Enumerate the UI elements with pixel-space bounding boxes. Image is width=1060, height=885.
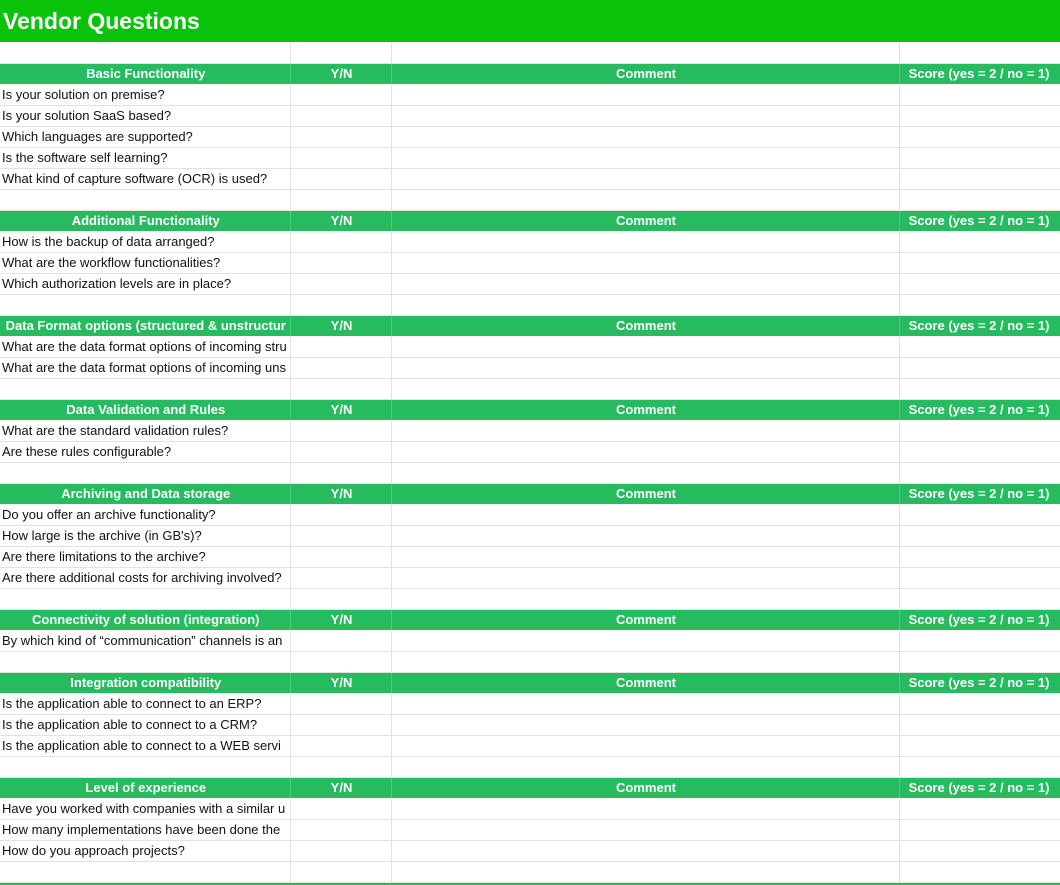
- comment-column-header: Comment: [391, 483, 899, 504]
- comment-cell[interactable]: [391, 546, 899, 567]
- comment-cell[interactable]: [391, 567, 899, 588]
- comment-cell[interactable]: [391, 105, 899, 126]
- comment-column-header: Comment: [391, 609, 899, 630]
- blank-row: [0, 378, 1060, 399]
- score-cell[interactable]: [899, 357, 1060, 378]
- comment-cell[interactable]: [391, 840, 899, 861]
- empty-cell[interactable]: [899, 294, 1060, 315]
- empty-cell[interactable]: [391, 861, 899, 882]
- question-cell[interactable]: Which languages are supported?: [0, 126, 290, 147]
- yn-answer-cell[interactable]: [290, 336, 391, 357]
- score-cell[interactable]: [899, 336, 1060, 357]
- sheet-title: Vendor Questions: [0, 0, 1060, 42]
- score-cell[interactable]: [899, 714, 1060, 735]
- yn-answer-cell[interactable]: [290, 168, 391, 189]
- empty-cell[interactable]: [0, 462, 290, 483]
- yn-answer-cell[interactable]: [290, 252, 391, 273]
- score-column-header: Score (yes = 2 / no = 1): [899, 672, 1060, 693]
- comment-cell[interactable]: [391, 693, 899, 714]
- comment-column-header: Comment: [391, 210, 899, 231]
- section-header-row: [0, 315, 1060, 336]
- score-cell[interactable]: [899, 735, 1060, 756]
- yn-answer-cell[interactable]: [290, 126, 391, 147]
- score-column-header: Score (yes = 2 / no = 1): [899, 777, 1060, 798]
- question-cell[interactable]: Do you offer an archive functionality?: [0, 504, 290, 525]
- yn-answer-cell[interactable]: [290, 714, 391, 735]
- empty-cell[interactable]: [899, 756, 1060, 777]
- empty-cell[interactable]: [391, 588, 899, 609]
- empty-cell[interactable]: [899, 189, 1060, 210]
- question-row: [0, 420, 1060, 441]
- yn-column-header: Y/N: [290, 672, 391, 693]
- question-row: [0, 840, 1060, 861]
- score-cell[interactable]: [899, 546, 1060, 567]
- score-cell[interactable]: [899, 147, 1060, 168]
- comment-cell[interactable]: [391, 525, 899, 546]
- comment-column-header: Comment: [391, 315, 899, 336]
- empty-cell[interactable]: [0, 42, 290, 63]
- empty-cell[interactable]: [0, 378, 290, 399]
- empty-cell[interactable]: [391, 462, 899, 483]
- empty-cell[interactable]: [290, 756, 391, 777]
- score-cell[interactable]: [899, 504, 1060, 525]
- score-cell[interactable]: [899, 168, 1060, 189]
- question-row: [0, 273, 1060, 294]
- empty-cell[interactable]: [899, 651, 1060, 672]
- score-cell[interactable]: [899, 126, 1060, 147]
- comment-cell[interactable]: [391, 168, 899, 189]
- score-column-header: Score (yes = 2 / no = 1): [899, 210, 1060, 231]
- question-row: [0, 567, 1060, 588]
- empty-cell[interactable]: [290, 42, 391, 63]
- empty-cell[interactable]: [899, 588, 1060, 609]
- empty-cell[interactable]: [290, 651, 391, 672]
- section-header-row: [0, 63, 1060, 84]
- comment-cell[interactable]: [391, 252, 899, 273]
- comment-cell[interactable]: [391, 819, 899, 840]
- question-cell[interactable]: Are these rules configurable?: [0, 441, 290, 462]
- score-cell[interactable]: [899, 84, 1060, 105]
- empty-cell[interactable]: [0, 651, 290, 672]
- question-row: [0, 819, 1060, 840]
- blank-row: [0, 42, 1060, 63]
- empty-cell[interactable]: [290, 588, 391, 609]
- question-row: [0, 336, 1060, 357]
- question-cell[interactable]: Is your solution SaaS based?: [0, 105, 290, 126]
- comment-cell[interactable]: [391, 504, 899, 525]
- question-row: [0, 546, 1060, 567]
- yn-answer-cell[interactable]: [290, 525, 391, 546]
- yn-answer-cell[interactable]: [290, 546, 391, 567]
- yn-answer-cell[interactable]: [290, 840, 391, 861]
- score-column-header: Score (yes = 2 / no = 1): [899, 63, 1060, 84]
- question-row: [0, 714, 1060, 735]
- yn-column-header: Y/N: [290, 210, 391, 231]
- question-row: [0, 231, 1060, 252]
- question-row: [0, 630, 1060, 651]
- question-row: [0, 735, 1060, 756]
- yn-answer-cell[interactable]: [290, 273, 391, 294]
- comment-cell[interactable]: [391, 273, 899, 294]
- empty-cell[interactable]: [290, 189, 391, 210]
- empty-cell[interactable]: [391, 42, 899, 63]
- comment-cell[interactable]: [391, 126, 899, 147]
- empty-cell[interactable]: [899, 462, 1060, 483]
- section-title: Level of experience: [0, 777, 290, 798]
- section-title: Basic Functionality: [0, 63, 290, 84]
- question-cell[interactable]: What are the data format options of incoming uns: [0, 357, 290, 378]
- yn-answer-cell[interactable]: [290, 504, 391, 525]
- yn-column-header: Y/N: [290, 483, 391, 504]
- section-header-row: [0, 609, 1060, 630]
- empty-cell[interactable]: [0, 294, 290, 315]
- yn-answer-cell[interactable]: [290, 630, 391, 651]
- empty-cell[interactable]: [0, 189, 290, 210]
- question-cell[interactable]: What kind of capture software (OCR) is used?: [0, 168, 290, 189]
- score-cell[interactable]: [899, 441, 1060, 462]
- blank-row: [0, 294, 1060, 315]
- score-cell[interactable]: [899, 231, 1060, 252]
- comment-cell[interactable]: [391, 630, 899, 651]
- comment-cell[interactable]: [391, 84, 899, 105]
- comment-cell[interactable]: [391, 714, 899, 735]
- yn-column-header: Y/N: [290, 399, 391, 420]
- question-cell[interactable]: What are the standard validation rules?: [0, 420, 290, 441]
- yn-column-header: Y/N: [290, 777, 391, 798]
- question-row: [0, 168, 1060, 189]
- comment-column-header: Comment: [391, 777, 899, 798]
- section-title: Data Validation and Rules: [0, 399, 290, 420]
- blank-row: [0, 462, 1060, 483]
- score-cell[interactable]: [899, 420, 1060, 441]
- empty-cell[interactable]: [290, 294, 391, 315]
- question-row: [0, 147, 1060, 168]
- question-row: [0, 693, 1060, 714]
- score-cell[interactable]: [899, 798, 1060, 819]
- question-row: [0, 798, 1060, 819]
- question-row: [0, 525, 1060, 546]
- empty-cell[interactable]: [391, 756, 899, 777]
- comment-column-header: Comment: [391, 399, 899, 420]
- section-title: Integration compatibility: [0, 672, 290, 693]
- empty-cell[interactable]: [290, 861, 391, 882]
- section-title: Archiving and Data storage: [0, 483, 290, 504]
- yn-answer-cell[interactable]: [290, 567, 391, 588]
- score-column-header: Score (yes = 2 / no = 1): [899, 483, 1060, 504]
- question-cell[interactable]: What are the workflow functionalities?: [0, 252, 290, 273]
- question-cell[interactable]: Is the application able to connect to an ERP?: [0, 693, 290, 714]
- question-row: [0, 84, 1060, 105]
- comment-cell[interactable]: [391, 231, 899, 252]
- comment-cell[interactable]: [391, 357, 899, 378]
- yn-column-header: Y/N: [290, 609, 391, 630]
- yn-answer-cell[interactable]: [290, 693, 391, 714]
- question-row: [0, 357, 1060, 378]
- yn-answer-cell[interactable]: [290, 735, 391, 756]
- score-cell[interactable]: [899, 840, 1060, 861]
- question-cell[interactable]: How large is the archive (in GB's)?: [0, 525, 290, 546]
- empty-cell[interactable]: [899, 378, 1060, 399]
- question-row: [0, 441, 1060, 462]
- score-cell[interactable]: [899, 252, 1060, 273]
- score-cell[interactable]: [899, 273, 1060, 294]
- section-header-row: [0, 399, 1060, 420]
- yn-answer-cell[interactable]: [290, 819, 391, 840]
- vendor-questions-table: [0, 42, 1060, 883]
- blank-row: [0, 588, 1060, 609]
- comment-cell[interactable]: [391, 147, 899, 168]
- yn-answer-cell[interactable]: [290, 105, 391, 126]
- blank-row: [0, 189, 1060, 210]
- question-cell[interactable]: Are there additional costs for archiving involved?: [0, 567, 290, 588]
- question-row: [0, 504, 1060, 525]
- empty-cell[interactable]: [290, 378, 391, 399]
- yn-answer-cell[interactable]: [290, 420, 391, 441]
- score-cell[interactable]: [899, 567, 1060, 588]
- bottom-border: [0, 883, 1060, 885]
- section-header-row: [0, 672, 1060, 693]
- question-cell[interactable]: Are there limitations to the archive?: [0, 546, 290, 567]
- yn-answer-cell[interactable]: [290, 798, 391, 819]
- blank-row: [0, 756, 1060, 777]
- score-cell[interactable]: [899, 105, 1060, 126]
- comment-cell[interactable]: [391, 735, 899, 756]
- question-row: [0, 252, 1060, 273]
- section-title: Data Format options (structured & unstructur: [0, 315, 290, 336]
- score-column-header: Score (yes = 2 / no = 1): [899, 399, 1060, 420]
- empty-cell[interactable]: [391, 651, 899, 672]
- question-cell[interactable]: Which authorization levels are in place?: [0, 273, 290, 294]
- section-title: Additional Functionality: [0, 210, 290, 231]
- question-cell[interactable]: How is the backup of data arranged?: [0, 231, 290, 252]
- yn-answer-cell[interactable]: [290, 231, 391, 252]
- comment-cell[interactable]: [391, 420, 899, 441]
- section-header-row: [0, 777, 1060, 798]
- comment-cell[interactable]: [391, 798, 899, 819]
- question-cell[interactable]: Is your solution on premise?: [0, 84, 290, 105]
- empty-cell[interactable]: [0, 861, 290, 882]
- empty-cell[interactable]: [290, 462, 391, 483]
- empty-cell[interactable]: [899, 861, 1060, 882]
- section-header-row: [0, 210, 1060, 231]
- yn-answer-cell[interactable]: [290, 84, 391, 105]
- section-header-row: [0, 483, 1060, 504]
- section-title: Connectivity of solution (integration): [0, 609, 290, 630]
- question-cell[interactable]: Is the application able to connect to a WEB servi: [0, 735, 290, 756]
- question-cell[interactable]: Is the application able to connect to a CRM?: [0, 714, 290, 735]
- comment-cell[interactable]: [391, 441, 899, 462]
- yn-column-header: Y/N: [290, 315, 391, 336]
- question-cell[interactable]: How many implementations have been done the: [0, 819, 290, 840]
- empty-cell[interactable]: [899, 42, 1060, 63]
- empty-cell[interactable]: [0, 756, 290, 777]
- score-cell[interactable]: [899, 693, 1060, 714]
- score-cell[interactable]: [899, 525, 1060, 546]
- empty-cell[interactable]: [0, 588, 290, 609]
- comment-cell[interactable]: [391, 336, 899, 357]
- question-row: [0, 126, 1060, 147]
- question-cell[interactable]: How do you approach projects?: [0, 840, 290, 861]
- empty-cell[interactable]: [391, 294, 899, 315]
- blank-row: [0, 861, 1060, 882]
- empty-cell[interactable]: [391, 189, 899, 210]
- score-column-header: Score (yes = 2 / no = 1): [899, 609, 1060, 630]
- question-cell[interactable]: By which kind of “communication” channels is an: [0, 630, 290, 651]
- yn-column-header: Y/N: [290, 63, 391, 84]
- score-cell[interactable]: [899, 630, 1060, 651]
- score-cell[interactable]: [899, 819, 1060, 840]
- comment-column-header: Comment: [391, 63, 899, 84]
- yn-answer-cell[interactable]: [290, 147, 391, 168]
- question-row: [0, 105, 1060, 126]
- question-cell[interactable]: What are the data format options of incoming stru: [0, 336, 290, 357]
- comment-column-header: Comment: [391, 672, 899, 693]
- question-cell[interactable]: Have you worked with companies with a similar u: [0, 798, 290, 819]
- empty-cell[interactable]: [391, 378, 899, 399]
- score-column-header: Score (yes = 2 / no = 1): [899, 315, 1060, 336]
- yn-answer-cell[interactable]: [290, 357, 391, 378]
- yn-answer-cell[interactable]: [290, 441, 391, 462]
- question-cell[interactable]: Is the software self learning?: [0, 147, 290, 168]
- blank-row: [0, 651, 1060, 672]
